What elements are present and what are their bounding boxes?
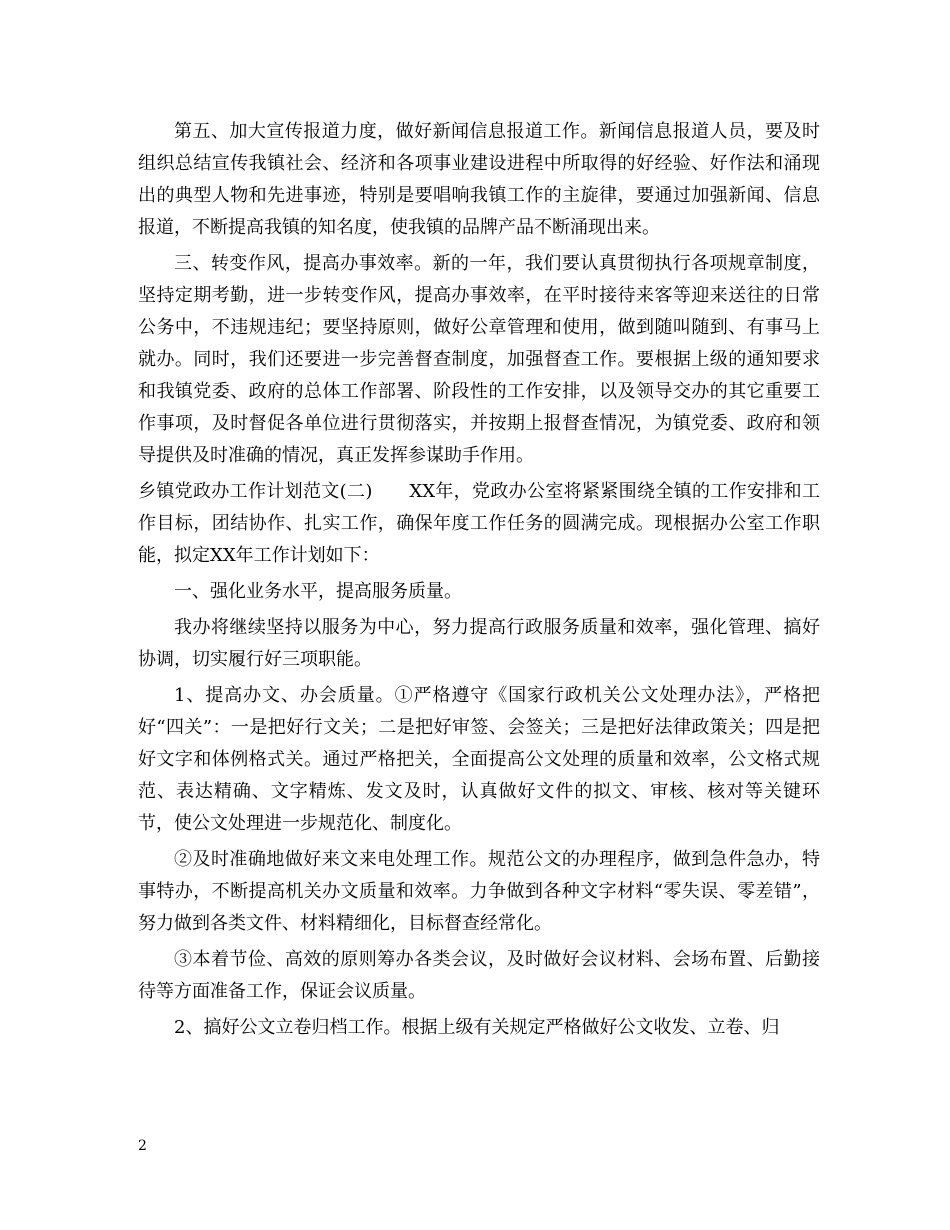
page-number: 2 [138,1138,147,1154]
paragraph-plan-intro: 乡镇党政办工作计划范文(二) XX年，党政办公室将紧紧围绕全镇的工作安排和工作目标，团结协作、扎实工作，确保年度工作任务的圆满完成。现根据办公室工作职能，拟定XX年工作计划如下： [138,481,820,566]
paragraph-publicity: 第五、加大宣传报道力度，做好新闻信息报道工作。新闻信息报道人员，要及时组织总结宣传我镇社会、经济和各项事业建设进程中所取得的好经验、好作法和涌现出的典型人物和先进事迹，特别是要唱响我镇工作的主旋律，要通过加强新闻、信息报道，不断提高我镇的知名度，使我镇的品牌产品不断涌现出来。 [138,121,820,238]
paragraph-archiving: 2、搞好公文立卷归档工作。根据上级有关规定严格做好公文收发、立卷、归 [174,1017,780,1038]
paragraph-service-center: 我办将继续坚持以服务为中心，努力提高行政服务质量和效率，强化管理、搞好协调，切实履行好三项职能。 [138,617,820,670]
paragraph-document-quality: 1、提高办文、办会质量。①严格遵守《国家行政机关公文处理办法》，严格把好“四关”：一是把好行文关；二是把好审签、会签关；三是把好法律政策关；四是把好文字和体例格式关。通过严格把关，全面提高公文处理的质量和效率，公文格式规范、表达精确、文字精炼、发文及时，认真做好文件的拟文、审核、核对等关键环节，使公文处理进一步规范化、制度化。 [138,685,820,834]
paragraph-work-style: 三、转变作风，提高办事效率。新的一年，我们要认真贯彻执行各项规章制度，坚持定期考勤，进一步转变作风，提高办事效率，在平时接待来客等迎来送往的日常公务中，不违规违纪；要坚持原则，做好公章管理和使用，做到随叫随到、有事马上就办。同时，我们还要进一步完善督查制度，加强督查工作。要根据上级的通知要求和我镇党委、政府的总体工作部署、阶段性的工作安排，以及领导交办的其它重要工作事项，及时督促各单位进行贯彻落实，并按期上报督查情况，为镇党委、政府和领导提供及时准确的情况，真正发挥参谋助手作用。 [138,253,820,466]
paragraph-incoming-docs: ②及时准确地做好来文来电处理工作。规范公文的办理程序，做到急件急办，特事特办，不断提高机关办文质量和效率。力争做到各种文字材料“零失误、零差错”，努力做到各类文件、材料精细化，目标督查经常化。 [138,849,820,934]
paragraph-meetings: ③本着节俭、高效的原则筹办各类会议，及时做好会议材料、会场布置、后勤接待等方面准备工作，保证会议质量。 [138,949,820,1002]
document-body [138,116,820,1048]
section-heading-service: 一、强化业务水平，提高服务质量。 [174,581,462,602]
